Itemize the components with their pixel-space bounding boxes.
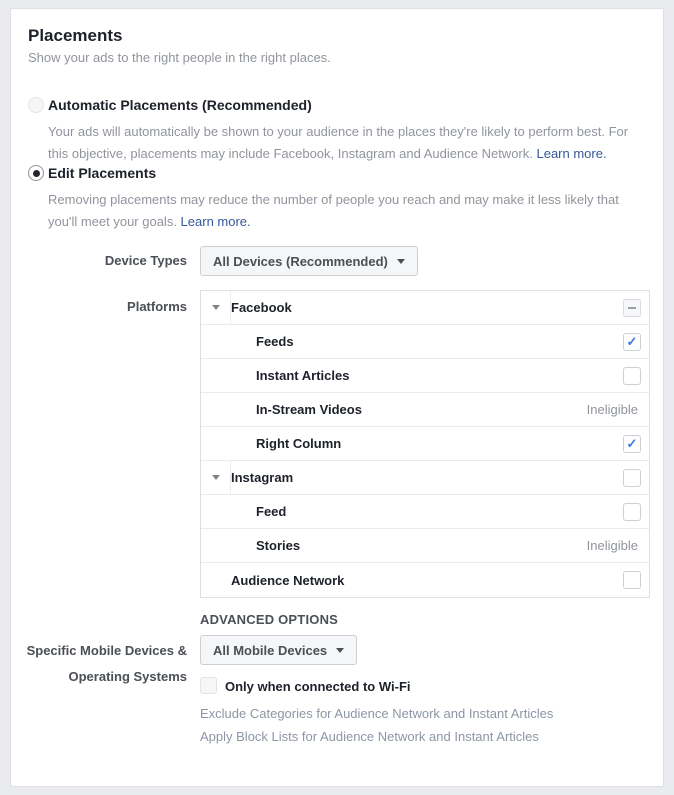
caret-down-icon xyxy=(212,305,220,310)
mobile-devices-dropdown[interactable] xyxy=(200,635,357,665)
instant-articles-checkbox[interactable] xyxy=(623,367,641,385)
platform-label: Facebook xyxy=(231,300,292,315)
platform-row-instant-articles xyxy=(201,359,649,393)
instagram-checkbox[interactable] xyxy=(623,469,641,487)
collapse-instagram-button[interactable] xyxy=(201,461,231,494)
platform-row-stories xyxy=(201,529,649,563)
edit-placements-description xyxy=(48,189,640,233)
collapse-facebook-button[interactable] xyxy=(201,291,231,324)
platform-row-right-column xyxy=(201,427,649,461)
automatic-placements-description xyxy=(48,121,640,165)
learn-more-link[interactable]: Learn more. xyxy=(180,214,251,229)
wifi-only-checkbox[interactable] xyxy=(200,677,217,694)
platforms-table xyxy=(200,290,650,598)
chevron-down-icon xyxy=(397,259,405,264)
exclude-categories-link[interactable]: Exclude Categories for Audience Network and Instant Articles xyxy=(200,706,554,721)
feeds-checkbox[interactable] xyxy=(623,333,641,351)
platform-label: Feed xyxy=(256,504,287,519)
platform-row-instream-videos xyxy=(201,393,649,427)
ineligible-status: Ineligible xyxy=(586,402,638,417)
apply-block-lists-link[interactable]: Apply Block Lists for Audience Network and Instant Articles xyxy=(200,729,539,744)
platform-row-feeds xyxy=(201,325,649,359)
audience-network-checkbox[interactable] xyxy=(623,571,641,589)
platform-label: Right Column xyxy=(256,436,342,451)
platforms-label: Platforms xyxy=(127,299,187,314)
mobile-devices-label-line1: Specific Mobile Devices & xyxy=(26,643,187,658)
description-text: Removing placements may reduce the number of people you reach and may make it less likely that you'll meet your goals. xyxy=(48,192,619,229)
feed-checkbox[interactable] xyxy=(623,503,641,521)
platform-row-feed xyxy=(201,495,649,529)
platform-row-instagram xyxy=(201,461,649,495)
wifi-only-label[interactable]: Only when connected to Wi-Fi xyxy=(225,679,411,694)
caret-spacer xyxy=(201,563,231,597)
device-types-dropdown[interactable] xyxy=(200,246,418,276)
device-types-label: Device Types xyxy=(104,253,187,268)
platform-label: Instant Articles xyxy=(256,368,350,383)
right-column-checkbox[interactable] xyxy=(623,435,641,453)
mobile-devices-label-line2: Operating Systems xyxy=(68,669,187,684)
chevron-down-icon xyxy=(336,648,344,653)
page-title: Placements xyxy=(28,26,123,45)
radio-automatic-placements[interactable] xyxy=(28,97,44,113)
radio-edit-placements[interactable] xyxy=(28,165,44,181)
description-text: Your ads will automatically be shown to your audience in the places they're likely to perform best. For this objective, placements may include Facebook, Instagram and Audience Network. xyxy=(48,124,629,161)
ineligible-status: Ineligible xyxy=(586,538,638,553)
advanced-options-heading: ADVANCED OPTIONS xyxy=(200,612,339,627)
learn-more-link[interactable]: Learn more. xyxy=(536,146,607,161)
platform-label: Instagram xyxy=(231,470,294,485)
page-subtitle: Show your ads to the right people in the right places. xyxy=(28,50,331,65)
platform-label: In-Stream Videos xyxy=(256,402,362,417)
mobile-devices-label xyxy=(11,638,187,690)
platform-label: Feeds xyxy=(256,334,294,349)
device-types-value: All Devices (Recommended) xyxy=(213,253,388,269)
mobile-devices-value: All Mobile Devices xyxy=(213,642,328,658)
placements-card xyxy=(10,8,664,787)
caret-down-icon xyxy=(212,475,220,480)
platform-label: Audience Network xyxy=(231,572,345,588)
platform-row-facebook xyxy=(201,291,649,325)
platform-row-audience-network xyxy=(201,563,649,597)
automatic-placements-label[interactable]: Automatic Placements (Recommended) xyxy=(48,97,312,113)
platform-label: Stories xyxy=(256,538,301,553)
facebook-checkbox[interactable] xyxy=(623,299,641,317)
edit-placements-label[interactable]: Edit Placements xyxy=(48,165,157,181)
